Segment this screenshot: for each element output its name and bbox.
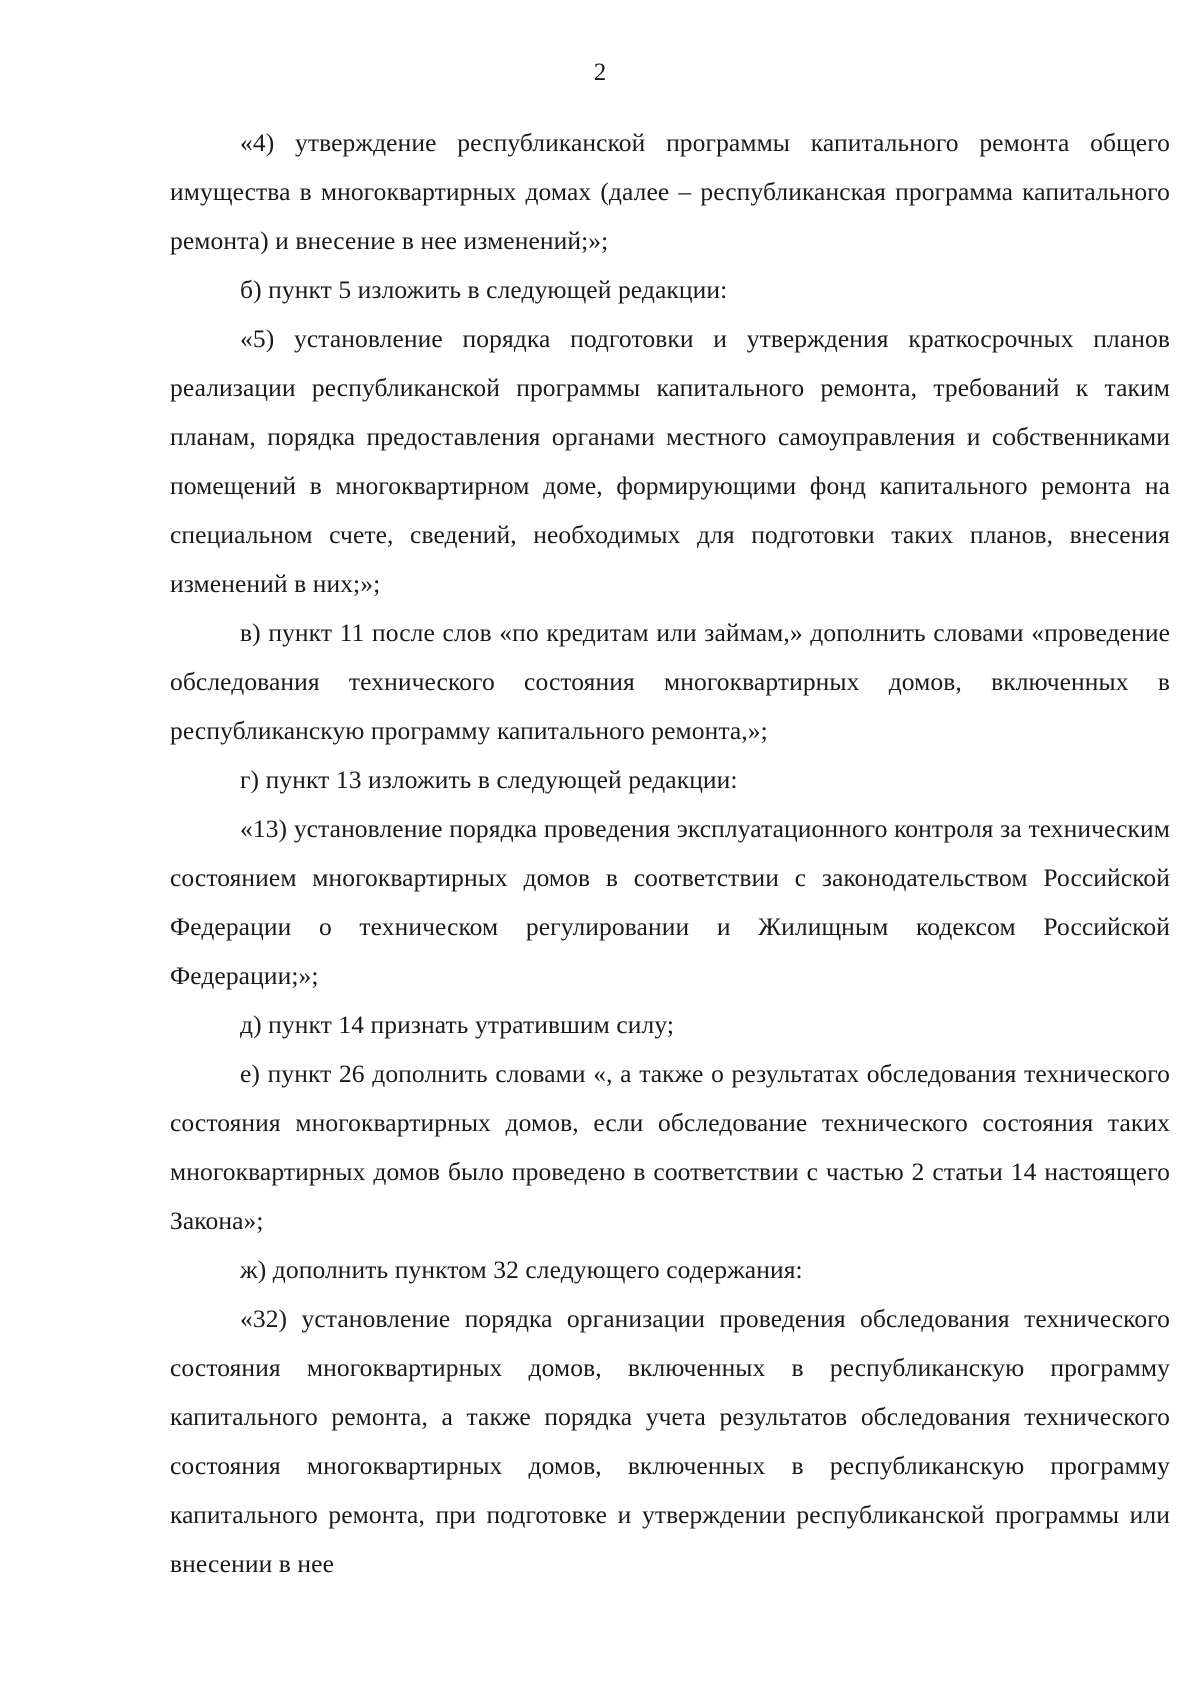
paragraph-item-13: «13) установление порядка проведения эксплуатационного контроля за техническим состоянием многоквартирных домов в соответствии с законодательством Российской Федерации о техническом регулировании и Жилищным кодексом Российской Федерации;»; bbox=[170, 814, 1170, 990]
paragraph-item-5: «5) установление порядка подготовки и утверждения краткосрочных планов реализации республиканской программы капитального ремонта, требований к таким планам, порядка предоставления органами местного самоуправления и собственниками помещений в многоквартирном доме, формирующими фонд капитального ремонта на специальном счете, сведений, необходимых для подготовки таких планов, внесения изменений в них;»; bbox=[170, 324, 1170, 598]
paragraph-item-4: «4) утверждение республиканской программы капитального ремонта общего имущества в многоквартирных домах (далее – республиканская программа капитального ремонта) и внесение в нее изменений;»; bbox=[170, 128, 1170, 255]
paragraph-amendment-zh: ж) дополнить пунктом 32 следующего содержания: bbox=[240, 1255, 803, 1284]
paragraph-amendment-v: в) пункт 11 после слов «по кредитам или займам,» дополнить словами «проведение обследования технического состояния многоквартирных домов, включенных в республиканскую программу капитального ремонта,»; bbox=[170, 618, 1170, 745]
document-body bbox=[170, 118, 1170, 1588]
paragraph-item-32: «32) установление порядка организации проведения обследования технического состояния многоквартирных домов, включенных в республиканскую программу капитального ремонта, а также порядка учета результатов обследования технического состояния многоквартирных домов, включенных в республиканскую программу капитального ремонта, при подготовке и утверждении республиканской программы или внесении в нее bbox=[170, 1304, 1170, 1578]
page-number: 2 bbox=[593, 59, 607, 86]
paragraph-amendment-d: д) пункт 14 признать утратившим силу; bbox=[240, 1010, 675, 1039]
paragraph-amendment-b: б) пункт 5 изложить в следующей редакции: bbox=[240, 275, 728, 304]
paragraph-amendment-g: г) пункт 13 изложить в следующей редакции: bbox=[240, 765, 738, 794]
paragraph-amendment-e: е) пункт 26 дополнить словами «, а также о результатах обследования технического состояния многоквартирных домов, если обследование технического состояния таких многоквартирных домов было проведено в соответствии с частью 2 статьи 14 настоящего Закона»; bbox=[170, 1059, 1170, 1235]
